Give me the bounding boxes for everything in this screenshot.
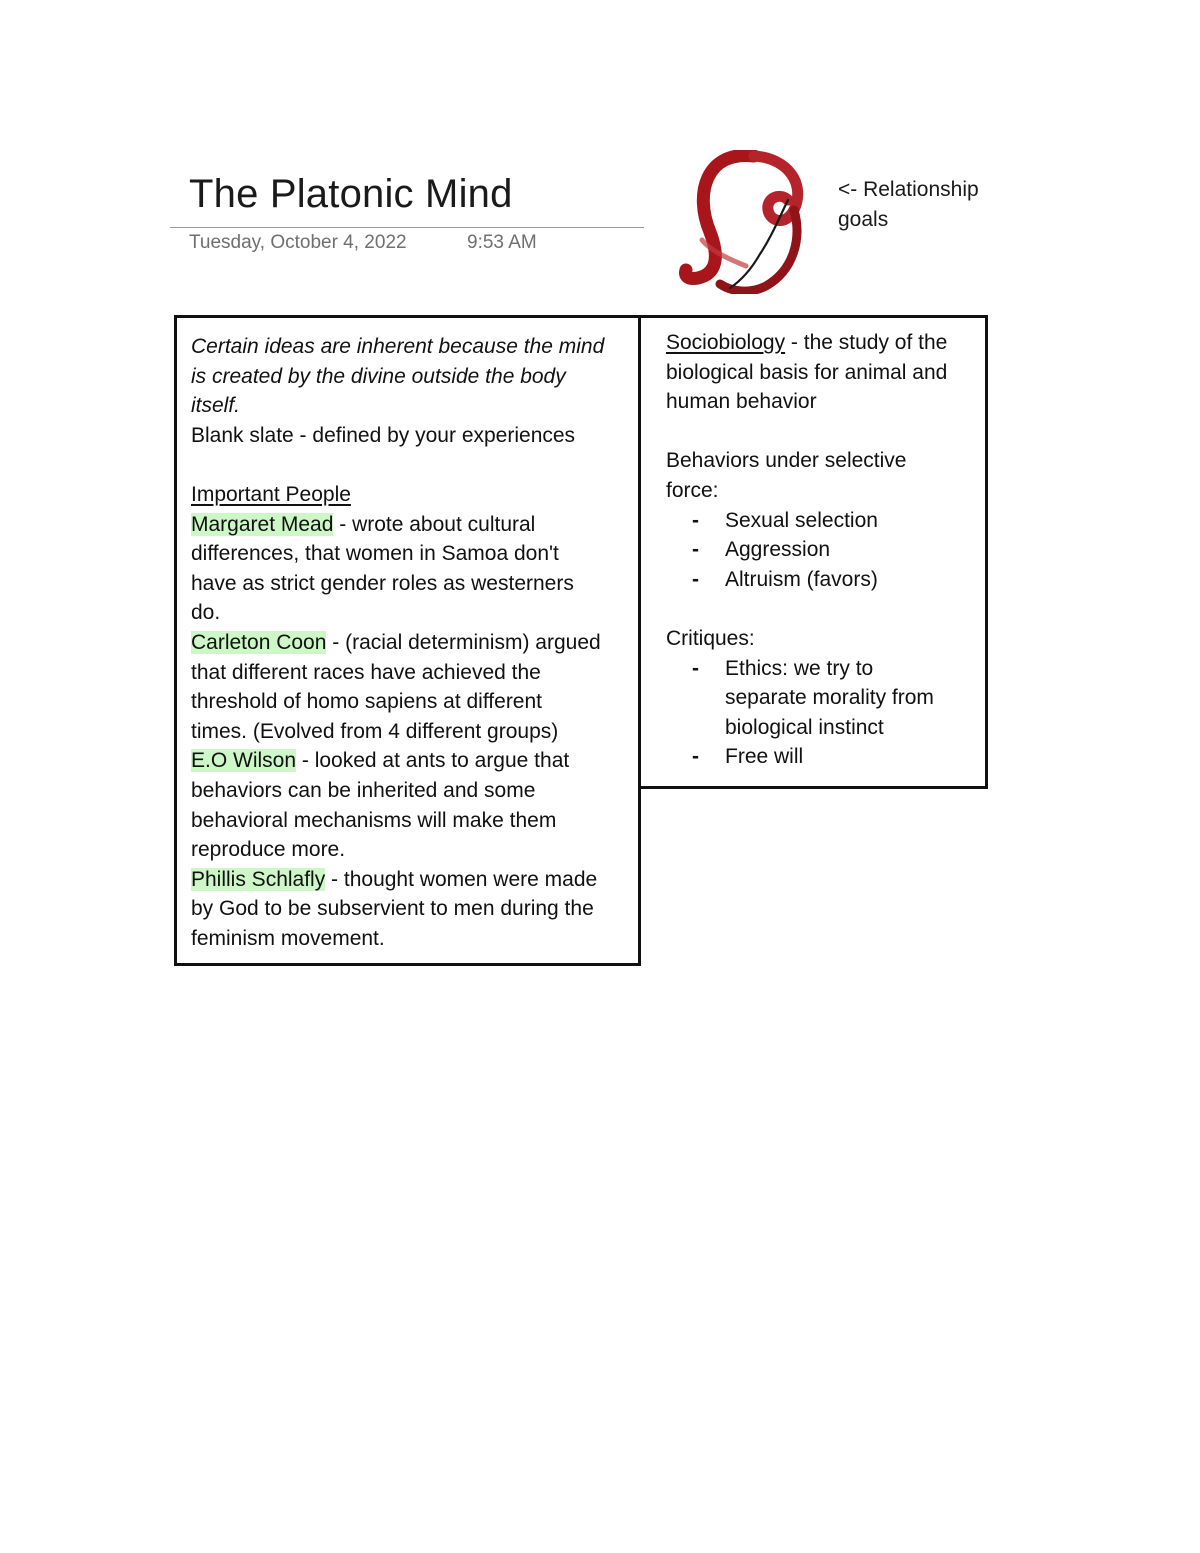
list-item: - Altruism (favors) — [666, 565, 973, 595]
intro-line: Certain ideas are inherent because the mind — [191, 335, 605, 358]
definition-line: Sociobiology - the study of the — [666, 331, 948, 354]
intro-line: is created by the divine outside the body — [191, 364, 566, 388]
person-line: times. (Evolved from 4 different groups) — [191, 719, 559, 743]
person-line: feminism movement. — [191, 926, 385, 950]
people-heading: Important People — [191, 482, 351, 506]
person-name-highlight: E.O Wilson — [191, 749, 297, 773]
person-name-highlight: Margaret Mead — [191, 512, 334, 536]
term-sociobiology: Sociobiology — [666, 331, 786, 354]
title-divider — [170, 227, 644, 228]
person-line: reproduce more. — [191, 838, 346, 862]
person-line: behaviors can be inherited and some — [191, 778, 536, 802]
person-line: that different races have achieved the — [191, 660, 541, 684]
critiques-list — [666, 654, 973, 772]
person-name-highlight: Phillis Schlafly — [191, 867, 326, 891]
person-line: threshold of homo sapiens at different — [191, 690, 543, 714]
page-date: Tuesday, October 4, 2022 — [189, 232, 407, 253]
list-item: - Free will — [666, 742, 973, 772]
list-item: - Sexual selection — [666, 506, 973, 536]
definition-line: human behavior — [666, 390, 817, 414]
person-line: do. — [191, 601, 221, 625]
intro-line: itself. — [191, 394, 241, 418]
list-item: - Ethics: we try to separate morality from biological instinct — [666, 654, 973, 743]
behaviors-heading: Behaviors under selective — [666, 449, 907, 473]
person-line: by God to be subservient to men during the — [191, 897, 594, 921]
definition-line: biological basis for animal and — [666, 360, 948, 384]
list-item: - Aggression — [666, 535, 973, 565]
person-entry: Margaret Mead - wrote about cultural — [191, 512, 536, 536]
person-line: differences, that women in Samoa don't — [191, 542, 559, 566]
right-notes-box — [638, 315, 988, 789]
embryo-image — [676, 150, 822, 294]
person-line: behavioral mechanisms will make them — [191, 808, 557, 832]
page-time: 9:53 AM — [467, 232, 537, 253]
critiques-heading: Critiques: — [666, 626, 755, 650]
person-line: have as strict gender roles as westerners — [191, 571, 574, 595]
page-title: The Platonic Mind — [189, 172, 513, 216]
image-caption — [838, 175, 979, 235]
person-entry: Phillis Schlafly - thought women were made — [191, 867, 598, 891]
blank-slate-line: Blank slate - defined by your experiences — [191, 423, 576, 447]
caption-line: <- Relationship — [838, 178, 979, 201]
behaviors-list — [666, 506, 973, 595]
behaviors-heading: force: — [666, 478, 719, 502]
person-entry: Carleton Coon - (racial determinism) argued — [191, 630, 601, 654]
caption-line: goals — [838, 208, 889, 231]
person-name-highlight: Carleton Coon — [191, 630, 327, 654]
left-notes-box — [174, 315, 641, 966]
person-entry: E.O Wilson - looked at ants to argue that — [191, 749, 570, 773]
